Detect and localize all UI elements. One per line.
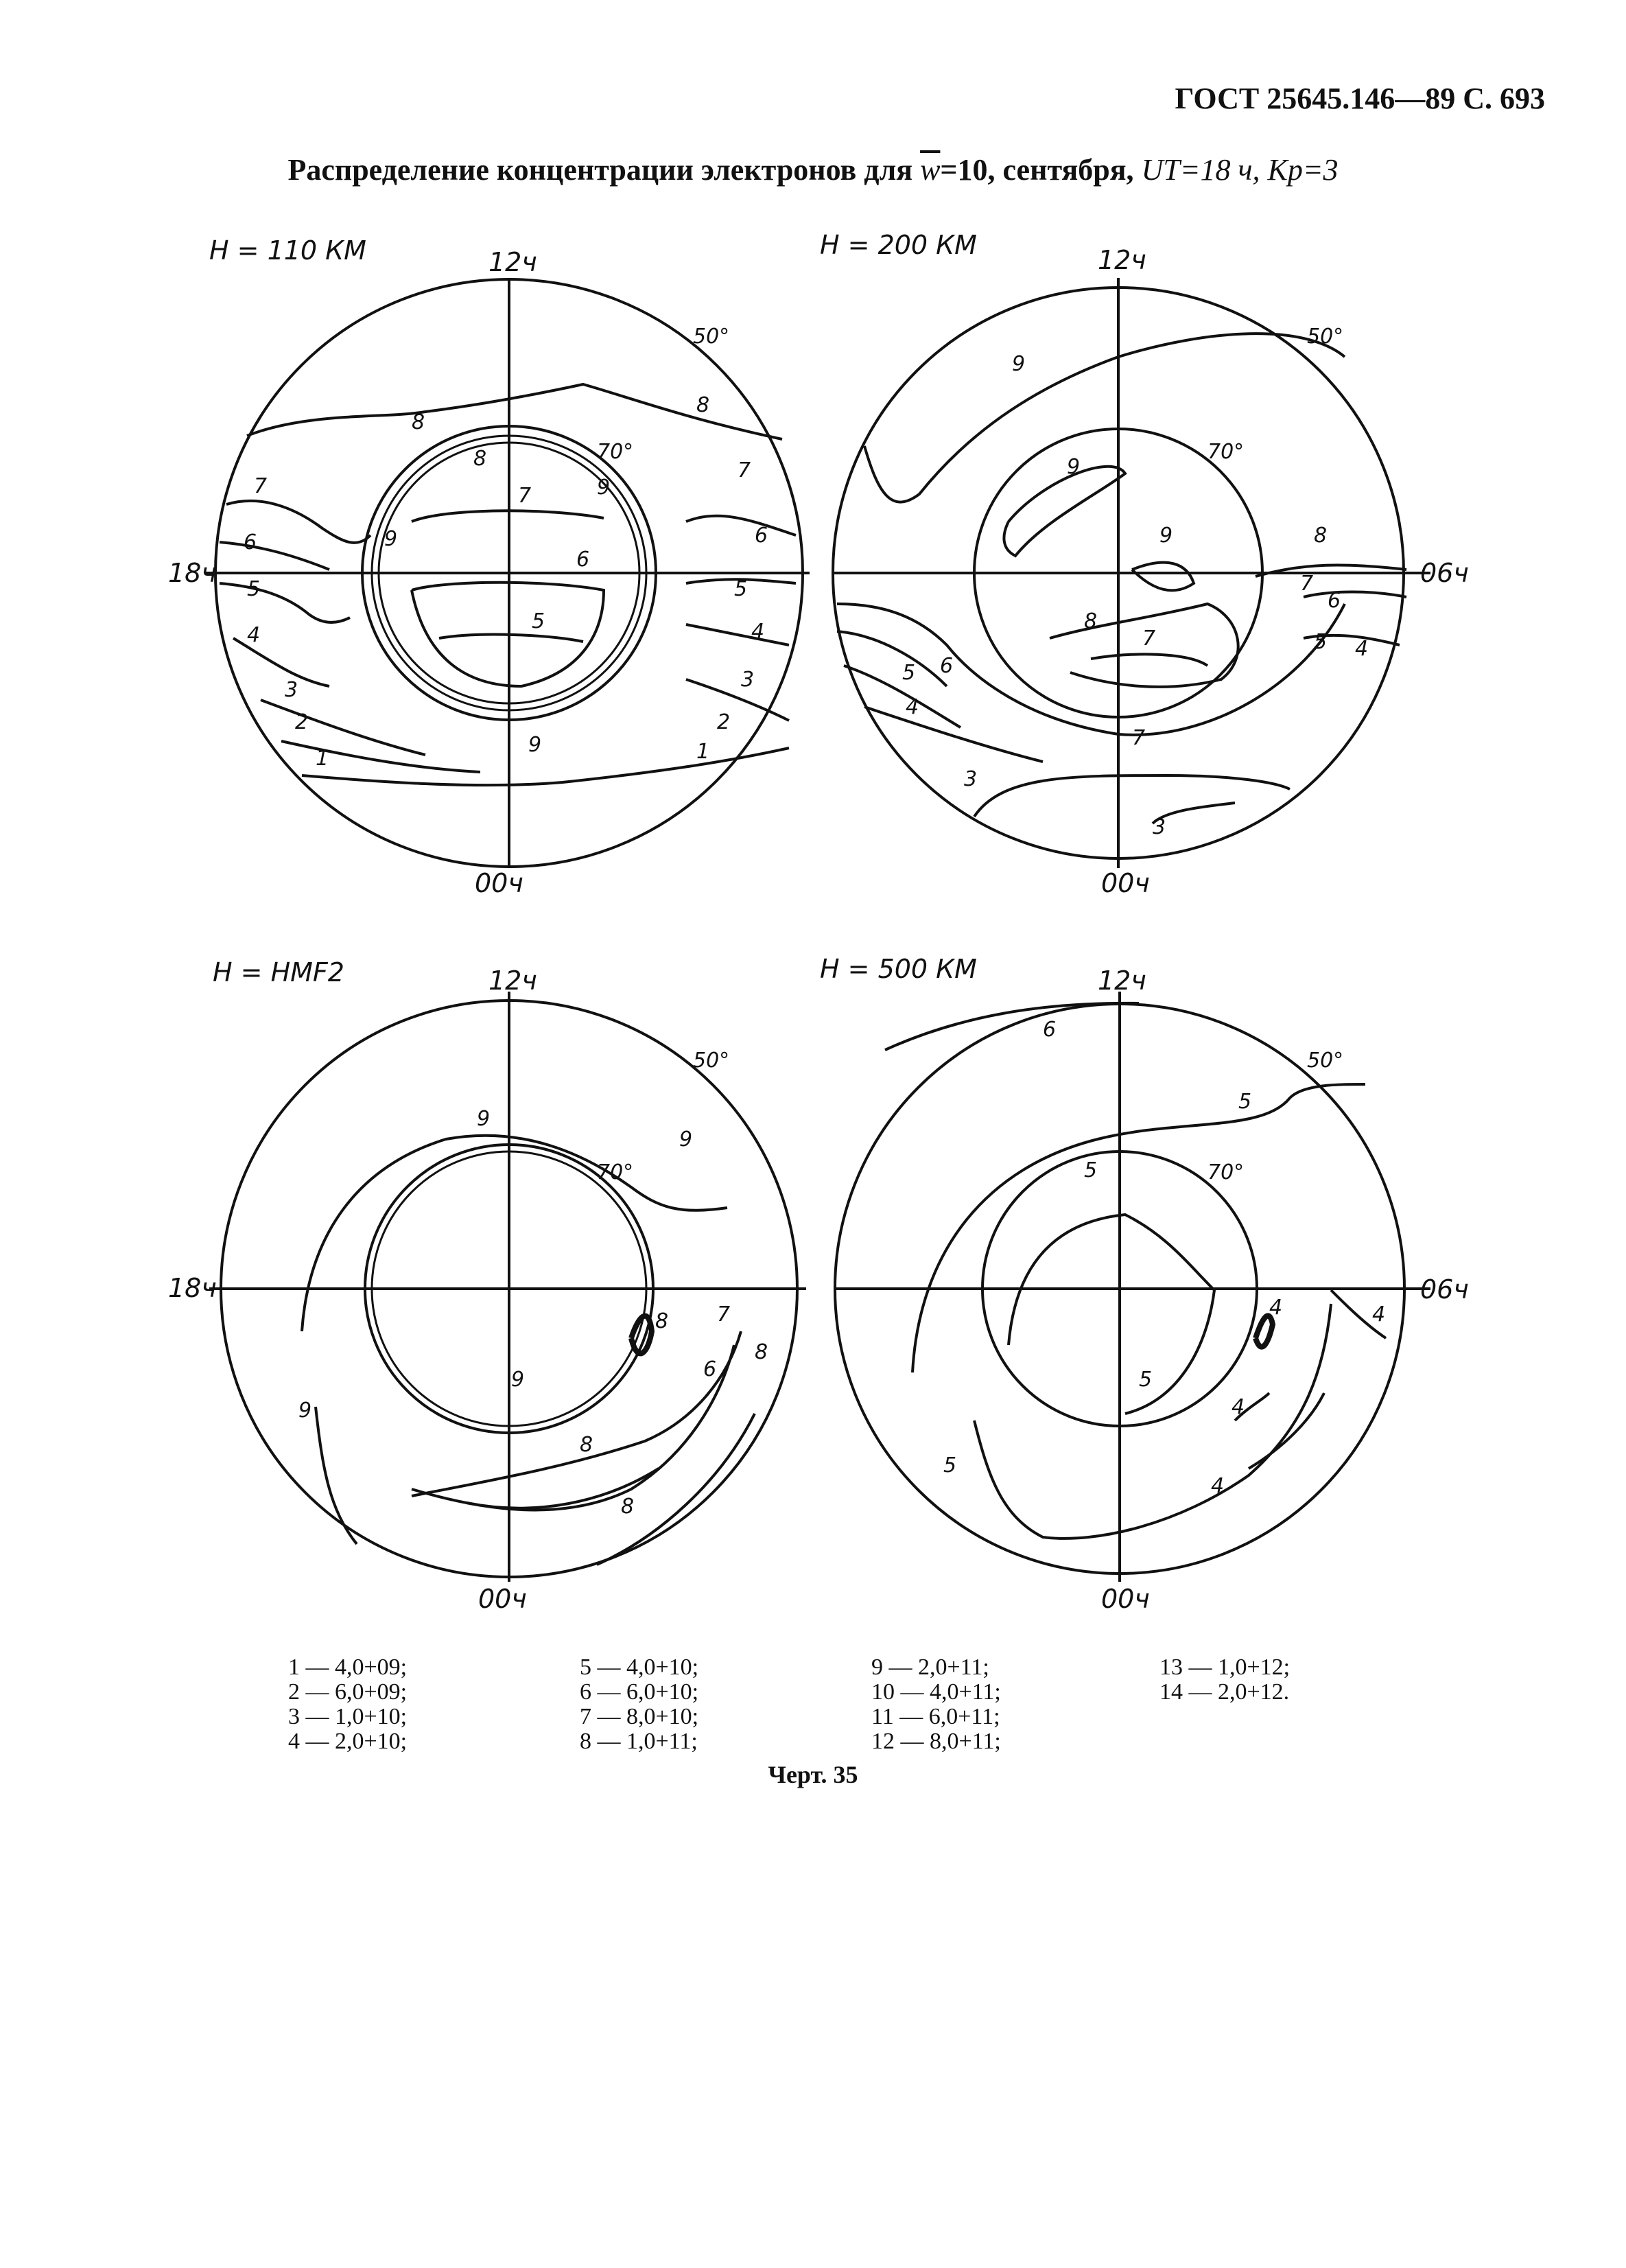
panel2-height-label: H = 200 КМ (820, 230, 977, 260)
panel3-bottom-label: 00ч (478, 1584, 527, 1614)
legend-item: 14 — 2,0+12. (1159, 1679, 1290, 1705)
contour-label: 4 (1355, 637, 1369, 661)
legend-column-2 (580, 1655, 698, 1754)
panel4-height-label: H = 500 КМ (820, 954, 977, 984)
contour-label: 9 (1067, 455, 1081, 479)
contour-label: 4 (751, 620, 765, 644)
contour-label: 5 (902, 661, 916, 685)
contour-label: 9 (1012, 352, 1026, 376)
panel1-lat-50: 50° (693, 325, 730, 349)
contour-label: 5 (247, 577, 261, 601)
legend-item: 8 — 1,0+11; (580, 1729, 698, 1754)
panel4-lat-70: 70° (1207, 1160, 1245, 1184)
panel3-lat-50: 50° (693, 1049, 730, 1073)
contour-label: 7 (1142, 627, 1156, 651)
legend-column-1 (288, 1655, 407, 1754)
contour-label: 6 (703, 1357, 717, 1381)
panel2-right-label: 06ч (1420, 558, 1469, 588)
panel2-lat-50: 50° (1307, 325, 1344, 349)
legend-item: 9 — 2,0+11; (871, 1655, 989, 1680)
panel-500km (834, 992, 1430, 1582)
contour-label: 6 (1043, 1018, 1057, 1042)
contour-label: 3 (285, 678, 298, 702)
contour-label: 8 (412, 410, 425, 434)
title-w-value: =10, сентября, (940, 153, 1134, 187)
contour-label: 9 (1159, 524, 1173, 548)
panel3-top-label: 12ч (488, 966, 537, 996)
contour-label: 4 (247, 623, 261, 647)
legend-column-3 (871, 1655, 1001, 1754)
contour-label: 9 (477, 1107, 491, 1131)
contour-label: 4 (1232, 1395, 1245, 1419)
contour-label: 5 (1314, 630, 1328, 654)
contour-label: 7 (1132, 726, 1146, 750)
contour-label: 1 (316, 747, 329, 771)
contour-label: 9 (298, 1399, 312, 1423)
contour-label: 3 (964, 767, 978, 791)
contour-label: 5 (1139, 1368, 1153, 1392)
contour-label: 6 (755, 524, 768, 548)
contour-label: 4 (1269, 1296, 1283, 1320)
panel2-bottom-label: 00ч (1101, 868, 1150, 898)
legend-column-4 (1159, 1655, 1290, 1705)
contour-label: 3 (741, 668, 755, 692)
legend-item: 7 — 8,0+10; (580, 1704, 699, 1729)
contour-label: 2 (717, 710, 731, 734)
contour-label: 4 (1372, 1302, 1386, 1326)
contour-label: 8 (473, 447, 487, 471)
legend-item: 5 — 4,0+10; (580, 1655, 699, 1680)
contour-label: 5 (943, 1453, 957, 1477)
panel4-top-label: 12ч (1098, 966, 1146, 996)
panel4-bottom-label: 00ч (1101, 1584, 1150, 1614)
contour-label: 7 (518, 484, 532, 508)
legend-item: 12 — 8,0+11; (871, 1729, 1001, 1754)
title-ut: UT=18 ч, (1141, 153, 1260, 187)
contour-label: 7 (1300, 572, 1314, 596)
panel1-lat-70: 70° (597, 440, 634, 464)
contour-label: 8 (655, 1309, 669, 1333)
panel2-lat-70: 70° (1207, 440, 1245, 464)
contour-label: 3 (1153, 815, 1166, 839)
legend-item: 1 — 4,0+09; (288, 1655, 408, 1680)
legend-item: 13 — 1,0+12; (1159, 1655, 1291, 1680)
panel1-bottom-label: 00ч (475, 868, 523, 898)
contour-label: 5 (1238, 1090, 1252, 1114)
legend-item: 3 — 1,0+10; (288, 1704, 408, 1729)
title-w-symbol: $\overline{w}$ (920, 153, 941, 187)
panel-110km (206, 278, 810, 868)
contour-label: 7 (254, 474, 268, 498)
contour-label: 6 (244, 530, 257, 554)
contour-label: 7 (717, 1302, 731, 1326)
contour-label: 6 (1328, 589, 1341, 613)
contour-label: 7 (738, 458, 751, 482)
panel4-right-label: 06ч (1420, 1274, 1469, 1305)
panel-200km (833, 278, 1430, 868)
contour-label: 8 (1084, 609, 1098, 633)
title-prefix: Распределение концентрации электронов для (287, 153, 913, 187)
contour-label: 6 (940, 654, 954, 678)
contour-label: 1 (696, 740, 710, 764)
panel4-lat-50: 50° (1307, 1049, 1344, 1073)
legend-item: 10 — 4,0+11; (871, 1679, 1001, 1705)
contour-label: 2 (295, 710, 309, 734)
contour-label: 5 (1084, 1158, 1098, 1182)
contour-label: 5 (734, 577, 748, 601)
contour-label: 8 (621, 1495, 635, 1519)
contour-label: 9 (384, 527, 398, 551)
legend-item: 11 — 6,0+11; (871, 1704, 1000, 1729)
contour-label: 8 (1314, 524, 1328, 548)
contour-label: 9 (679, 1127, 693, 1151)
legend-item: 4 — 2,0+10; (288, 1729, 408, 1754)
contour-label: 4 (1211, 1474, 1225, 1498)
contour-label: 8 (696, 393, 710, 417)
legend-item: 6 — 6,0+10; (580, 1679, 699, 1705)
contour-label: 4 (906, 695, 919, 719)
panel3-left-label: 18ч (168, 1273, 217, 1303)
panel-hmf2 (209, 992, 806, 1582)
contour-label: 8 (580, 1433, 593, 1457)
panel3-height-label: H = HMF2 (213, 957, 344, 987)
panel1-top-label: 12ч (488, 247, 537, 277)
contour-label: 5 (532, 609, 545, 633)
contour-label: 9 (511, 1368, 525, 1392)
legend-item: 2 — 6,0+09; (288, 1679, 408, 1705)
figure-caption: Черт. 35 (768, 1761, 858, 1788)
panel2-top-label: 12ч (1098, 245, 1146, 275)
title-kp: Kp=3 (1267, 153, 1339, 187)
contour-label: 9 (528, 733, 542, 757)
contour-label: 8 (755, 1340, 768, 1364)
contour-label: 9 (597, 476, 611, 500)
panel3-lat-70: 70° (597, 1160, 634, 1184)
panel1-left-label: 18ч (168, 558, 217, 588)
panel1-height-label: H = 110 КМ (209, 235, 366, 266)
contour-label: 6 (576, 548, 590, 572)
page-header: ГОСТ 25645.146—89 С. 693 (1175, 82, 1545, 115)
